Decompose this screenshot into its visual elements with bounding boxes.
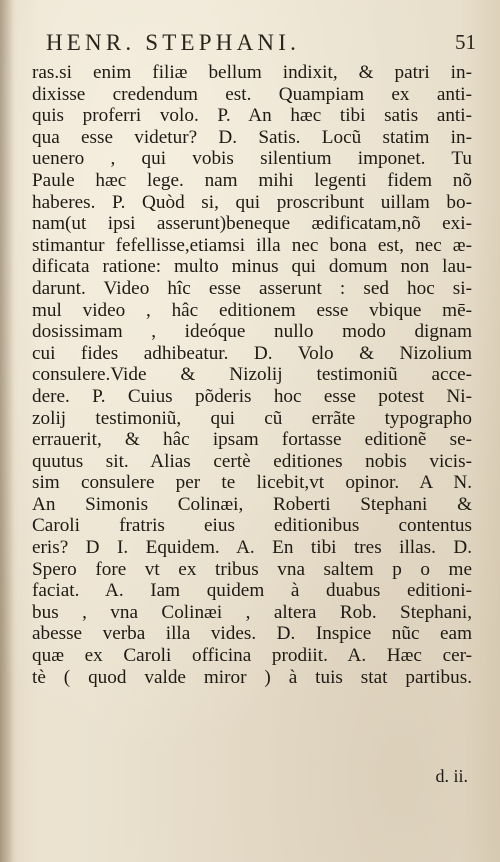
- text-line: uenero , qui vobis silentium imponet. Tu: [32, 148, 472, 170]
- running-head: [36, 28, 476, 60]
- text-line: zolij testimoniũ, qui cũ errãte typographo: [32, 407, 472, 429]
- text-line: eris? D I. Equidem. A. En tibi tres illas. D.: [32, 537, 472, 559]
- page-number: 51: [455, 30, 476, 54]
- text-line: errauerit, & hâc ipsam fortasse editionẽ se-: [32, 429, 472, 451]
- gutter-shadow: [0, 0, 14, 862]
- text-line: cui fides adhibeatur. D. Volo & Nizolium: [32, 342, 472, 364]
- text-line: stimantur fefellisse,etiamsi illa nec bona est, nec æ-: [32, 234, 472, 256]
- text-line: dificata ratione: multo minus qui domum non lau-: [32, 256, 472, 278]
- text-line: dixisse credendum est. Quampiam ex anti-: [32, 83, 472, 105]
- text-line: dere. P. Cuius põderis hoc esse potest Ni-: [32, 385, 472, 407]
- text-line: ras.si enim filiæ bellum indixit, & patri in-: [32, 62, 472, 83]
- catchword: d. ii.: [435, 766, 468, 786]
- text-line: quis proferri volo. P. An hæc tibi satis anti-: [32, 105, 472, 127]
- text-line: Paule hæc lege. nam mihi legenti fidem nõ: [32, 169, 472, 191]
- text-line: Caroli fratris eius editionibus contentus: [32, 515, 472, 537]
- text-line: dosissimam , ideóque nullo modo dignam: [32, 321, 472, 343]
- text-line: bus , vna Colinæi , altera Rob. Stephani,: [32, 601, 472, 623]
- text-line: qua esse videtur? D. Satis. Locũ statim in-: [32, 126, 472, 148]
- text-line: consulere.Vide & Nizolij testimoniũ acce-: [32, 364, 472, 386]
- text-line: nam(ut ipsi asserunt)beneque ædificatam,nõ exi-: [32, 213, 472, 235]
- text-line: sim consulere per te licebit,vt opinor. A N.: [32, 472, 472, 494]
- body-text: [32, 62, 472, 688]
- text-line: Spero fore vt ex tribus vna saltem p o me: [32, 558, 472, 580]
- text-line: abesse verba illa vides. D. Inspice nũc eam: [32, 623, 472, 645]
- text-line: haberes. P. Quòd si, qui proscribunt uillam bo-: [32, 191, 472, 213]
- text-line: mul video , hâc editionem esse vbique mē-: [32, 299, 472, 321]
- text-line: An Simonis Colinæi, Roberti Stephani &: [32, 493, 472, 515]
- text-line: tè ( quod valde miror ) à tuis stat partibus.: [32, 666, 472, 688]
- text-line: quutus sit. Alias certè editiones nobis vicis-: [32, 450, 472, 472]
- text-line: faciat. A. Iam quidem à duabus editioni-: [32, 580, 472, 602]
- text-line: darunt. Video hîc esse asserunt : sed hoc si-: [32, 277, 472, 299]
- running-title: HENR. STEPHANI.: [46, 30, 301, 55]
- text-line: quæ ex Caroli officina prodiit. A. Hæc cer-: [32, 645, 472, 667]
